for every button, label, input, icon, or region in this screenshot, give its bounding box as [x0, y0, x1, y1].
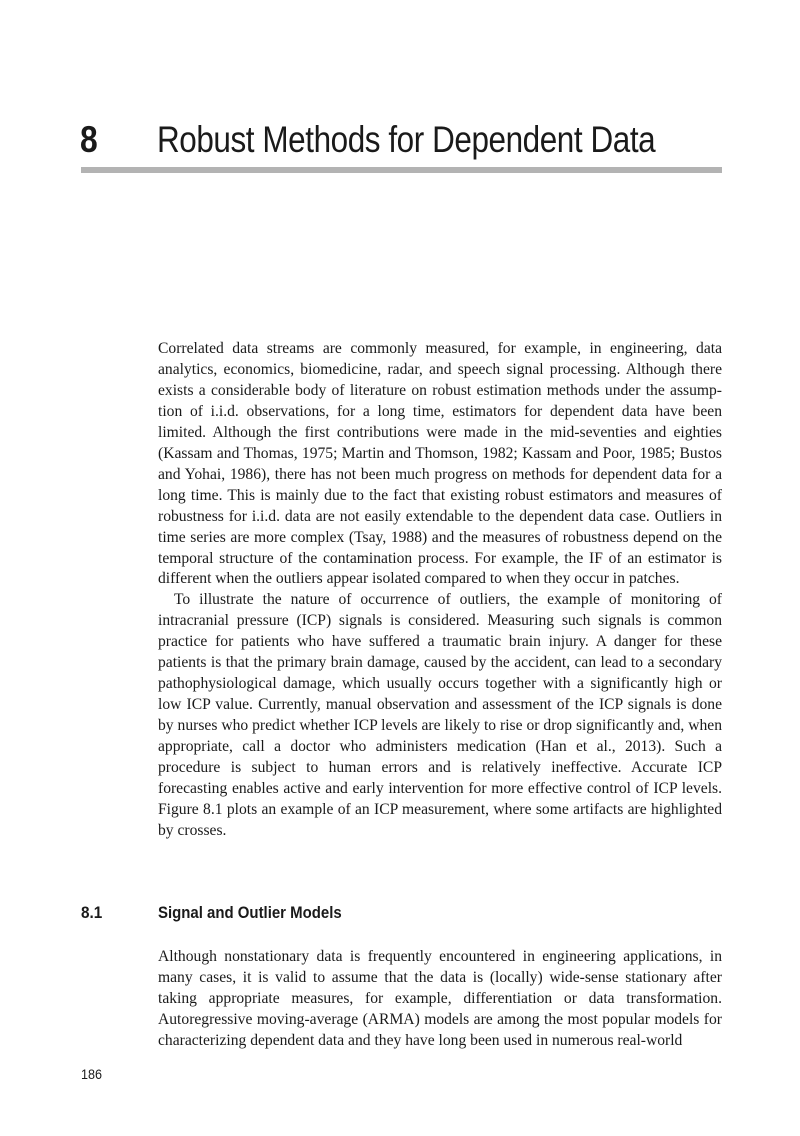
page-number: 186 — [81, 1066, 103, 1082]
section-title: Signal and Outlier Models — [158, 903, 342, 922]
intro-paragraph: Correlated data streams are commonly measured, for example, in engineering, data analytics, economics, biomedicine, radar, and speech signal processing. Although there exists a considerable body of literature on robust estimation methods under the assump-tion of i.i.d. observations, for a long time, estimators for dependent data have been limited. Although the first contributions were made in the mid-seventies and eighties (Kassam and Thomas, 1975; Martin and Thomson, 1982; Kassam and Poor, 1985; Bustos and Yohai, 1986), there has not been much progress on methods for dependent data for a long time. This is mainly due to the fact that existing robust estimators and measures of robustness for i.i.d. data are not easily extendable to the dependent data case. Outliers in time series are more complex (Tsay, 1988) and the measures of robustness depend on the temporal structure of the contamination process. For example, the IF of an estimator is different when the outliers appear isolated compared to when they occur in patches. — [158, 340, 722, 588]
chapter-intro — [158, 339, 722, 842]
section-body — [158, 947, 722, 1052]
section-paragraph: Although nonstationary data is frequently encountered in engineering applications, in many cases, it is valid to assume that the data is (locally) wide-sense stationary after taking appropriate measures, for example, differentiation or data transformation. Autoregressive moving-average (ARMA) models are among the most popular models for characterizing dependent data and they have long been used in numerous real-world — [158, 948, 722, 1049]
section-number: 8.1 — [81, 903, 103, 922]
chapter-number: 8 — [80, 119, 97, 160]
chapter-title: Robust Methods for Dependent Data — [157, 119, 656, 160]
intro-paragraph: To illustrate the nature of occurrence of outliers, the example of monitoring of intracranial pressure (ICP) signals is considered. Measuring such signals is common practice for patients who have suffered a traumatic brain injury. A danger for these patients is that the primary brain damage, caused by the accident, can lead to a secondary pathophysiological damage, which usually occurs together with a significantly high or low ICP value. Currently, manual observation and assessment of the ICP signals is done by nurses who predict whether ICP levels are likely to rise or drop significantly and, when appropriate, call a doctor who administers medication (Han et al., 2013). Such a procedure is subject to human errors and is relatively ineffective. Accurate ICP forecasting enables active and early intervention for more effective control of ICP levels. Figure 8.1 plots an example of an ICP measurement, where some artifacts are highlighted by crosses. — [158, 591, 722, 839]
chapter-title-rule — [81, 167, 722, 173]
